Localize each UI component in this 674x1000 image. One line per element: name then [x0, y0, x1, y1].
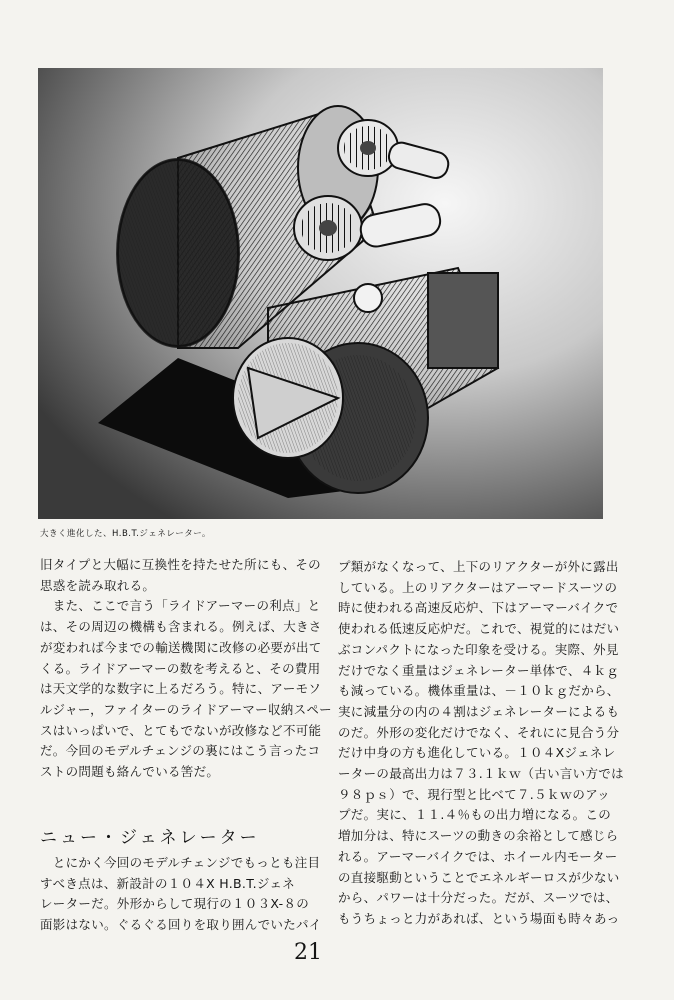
text-line: ９８ｐｓ）で、現行型と比べて７.５ｋｗのアッ [338, 786, 610, 802]
text-line: ーターの最高出力は７３.１ｋｗ（古い言い方では [338, 766, 624, 782]
text-line: は天文学的な数字に上るだろう。特に、アーモソ [40, 681, 322, 697]
text-line: レーターだ。外形からして現行の１０３X-８の [40, 896, 310, 912]
text-line: プ類がなくなって、上下のリアクターが外に露出 [338, 559, 619, 574]
page-number: 21 [294, 940, 322, 965]
text-line: している。上のリアクターはアーマードスーツの [338, 579, 618, 595]
text-line: 実に減量分の内の４割はジェネレーターによるも [338, 703, 620, 719]
text-line: プだ。実に、１１.４％もの出力増になる。この [338, 807, 612, 823]
text-line: ぶコンパクトになった印象を受ける。実際、外見 [338, 641, 619, 657]
text-line: 面影はない。ぐるぐる回りを取り囲んでいたパイ [40, 917, 322, 933]
left-column [40, 555, 332, 783]
text-line: のだ。外形の変化だけでなく、それにに見合う分 [338, 724, 620, 740]
text-line: また、ここで言う「ライドアーマーの利点」と [40, 598, 321, 614]
text-line: は、その周辺の機構も含まれる。例えば、大きさ [40, 619, 322, 635]
text-line: だけでなく重量はジェネレーター単体で、４ｋｇ [338, 662, 620, 678]
text-line: が変われば今までの輸送機関に改修の必要が出て [40, 639, 322, 655]
text-line: 増加分は、特にスーツの動きの余裕として感じら [338, 828, 619, 844]
text-line: だけ中身の方も進化している。１０４Xジェネレ [338, 745, 616, 761]
text-line: の直接駆動ということでエネルギーロスが少ない [338, 869, 620, 885]
text-line: すべき点は、新設計の１０４X H.B.T.ジェネ [40, 875, 296, 891]
text-line: もうちょっと力があれば、という場面も時々あっ [338, 910, 620, 926]
text-line: ストの問題も絡んでいる筈だ。 [40, 764, 220, 780]
text-line: だ。今回のモデルチェンジの裏にはこう言ったコ [40, 743, 321, 759]
text-line: スはいっぱいで、とてもでないが改修など不可能 [40, 722, 322, 738]
text-line: 時に使われる高速反応炉、下はアーマーバイクで [338, 600, 619, 616]
section-heading: ニュー・ジェネレーター [40, 828, 260, 848]
generator-illustration [38, 68, 603, 519]
text-line: とにかく今回のモデルチェンジでもっとも注目 [40, 855, 321, 870]
text-line: 使われる低速反応炉だ。これで、視覚的にはだい [338, 621, 620, 637]
text-line: ルジャー，ファイターのライドアーマー収納スペー [40, 701, 332, 717]
right-column [338, 557, 623, 930]
text-line: から、パワーは十分だった。だが、スーツでは、 [338, 890, 619, 906]
text-line: くる。ライドアーマーの数を考えると、その費用 [40, 660, 321, 676]
figure-caption: 大きく進化した、H.B.T.ジェネレーター。 [40, 529, 211, 539]
text-line: 思惑を読み取れる。 [40, 577, 156, 593]
text-line: 旧タイプと大幅に互換性を持たせた所にも、その [40, 557, 321, 572]
text-line: れる。アーマーバイクでは、ホイール内モーター [338, 848, 618, 864]
text-line: も減っている。機体重量は、－１０ｋｇだから、 [338, 683, 620, 699]
section-body [40, 853, 325, 936]
